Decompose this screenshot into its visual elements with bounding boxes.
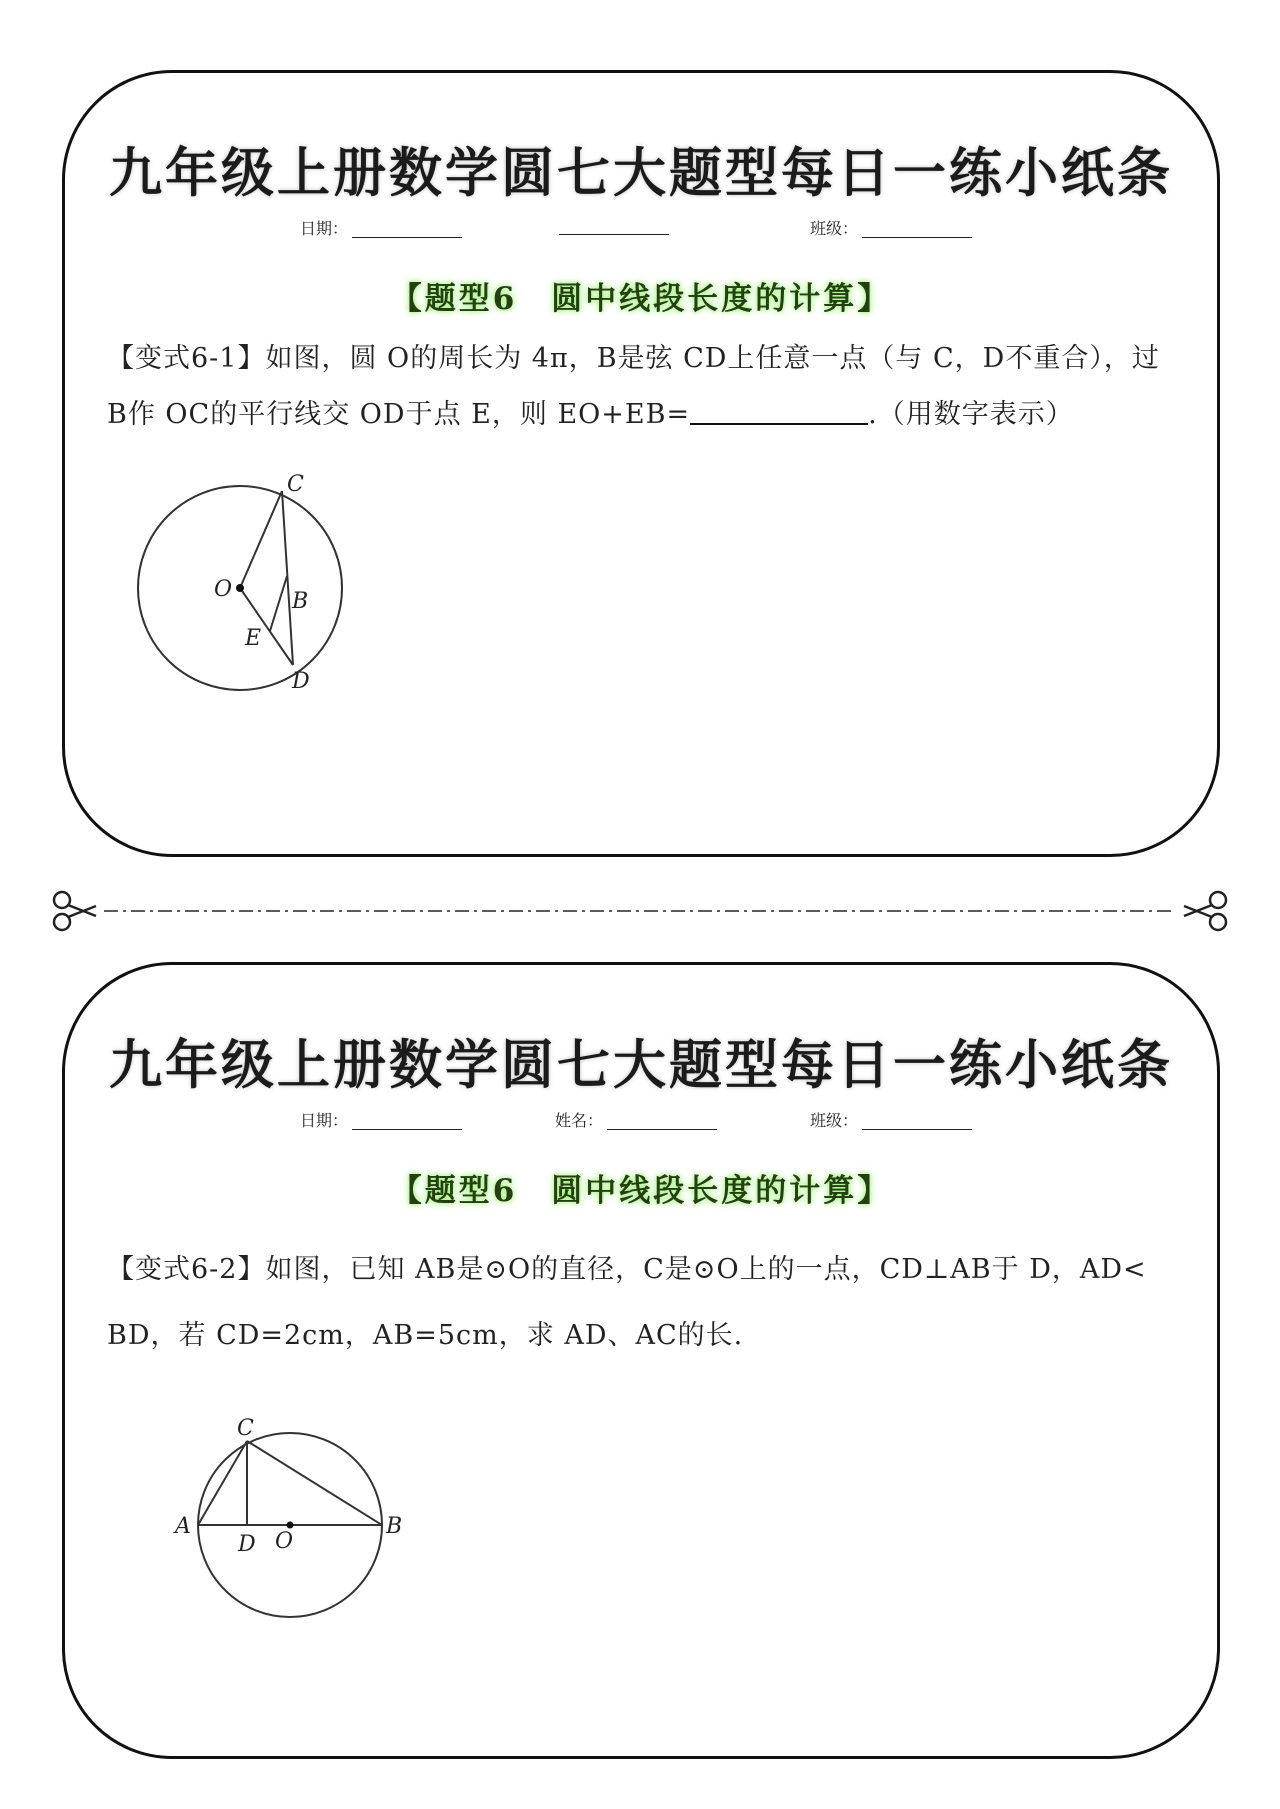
section-heading: 【题型6 圆中线段长度的计算】 xyxy=(390,281,892,317)
problem-part-1: 【变式6-1】如图，圆 O的周长为 4π，B是弦 CD上任意一点（与 C，D不重合），过 B作 OC的平行线交 OD于点 E，则 EO+EB= xyxy=(107,343,1160,430)
label-c: C xyxy=(237,1416,254,1441)
label-o: O xyxy=(275,1529,294,1554)
date-field: 日期： xyxy=(300,1108,462,1131)
label-c: C xyxy=(287,473,304,497)
label-d: D xyxy=(238,1532,256,1557)
scissors-icon-right xyxy=(1184,892,1226,930)
label-e: E xyxy=(245,626,262,651)
label-o: O xyxy=(214,577,233,602)
circle-figure-2 xyxy=(135,1410,465,1660)
section-heading: 【题型6 圆中线段长度的计算】 xyxy=(390,1173,892,1209)
problem-text xyxy=(107,331,1177,443)
problem-part-2: .（用数字表示） xyxy=(868,399,1074,430)
scissors-icon-left xyxy=(54,892,96,930)
label-b: B xyxy=(292,589,309,614)
name-field: 姓名： xyxy=(555,1108,717,1131)
card-title: 九年级上册数学圆七大题型每日一练小纸条 xyxy=(109,142,1173,204)
problem-text xyxy=(107,1237,1177,1369)
date-field: 日期： xyxy=(300,216,462,239)
name-field xyxy=(555,216,669,235)
circle-figure-1 xyxy=(135,473,395,713)
label-d: D xyxy=(292,669,310,694)
problem-part-1: 【变式6-2】如图，已知 AB是⊙O的直径，C是⊙O上的一点，CD⊥AB于 D，AD< BD，若 CD=2cm，AB=5cm，求 AD、AC的长. xyxy=(107,1254,1147,1351)
info-row xyxy=(65,1108,1217,1138)
label-b: B xyxy=(386,1514,403,1539)
info-row xyxy=(65,216,1217,246)
answer-blank xyxy=(690,423,868,425)
card-title: 九年级上册数学圆七大题型每日一练小纸条 xyxy=(109,1034,1173,1096)
label-a: A xyxy=(175,1514,191,1539)
worksheet-card-2 xyxy=(62,962,1220,1759)
cut-line-divider xyxy=(48,880,1232,940)
worksheet-card-1 xyxy=(62,70,1220,857)
class-field: 班级： xyxy=(810,216,972,239)
class-field: 班级： xyxy=(810,1108,972,1131)
